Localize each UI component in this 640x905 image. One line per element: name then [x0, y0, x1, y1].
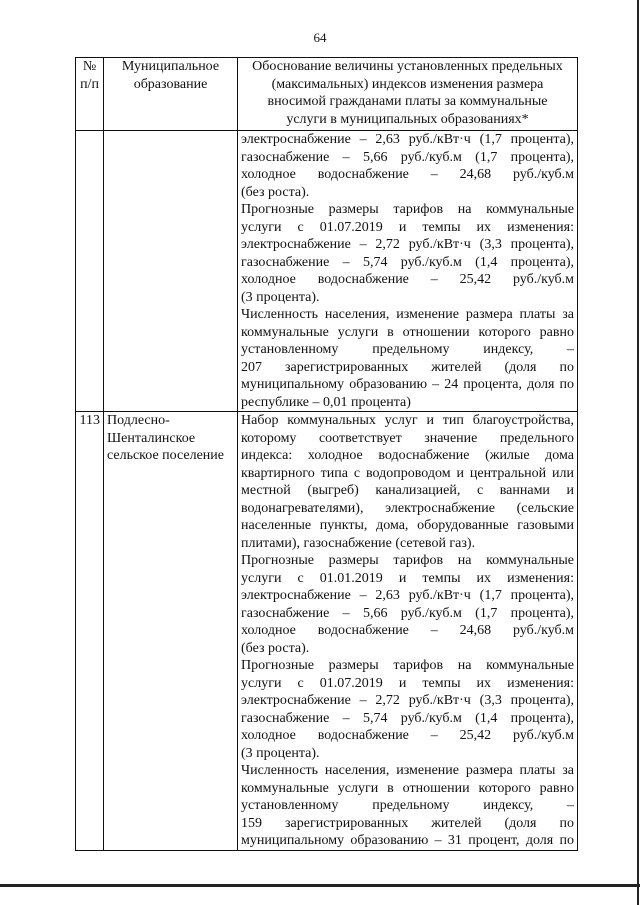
text-line: 207 зарегистрированных жителей (доля по — [241, 359, 574, 375]
text-line: (без роста). — [241, 640, 310, 656]
header-municipality — [104, 58, 238, 131]
cell-justification — [238, 412, 578, 851]
text-line: установленному предельному индексу, – — [241, 342, 574, 357]
header-line: услуги в муниципальных образованиях* — [286, 111, 529, 127]
table-header-row — [76, 58, 578, 131]
municipality-line: сельское поселение — [107, 448, 224, 463]
header-justification — [238, 58, 578, 131]
text-line: Численность населения, изменение размера платы за — [241, 763, 574, 778]
header-line: № — [82, 59, 97, 74]
header-line: п/п — [80, 76, 99, 92]
text-line: 159 зарегистрированных жителей (доля по — [241, 815, 574, 831]
text-line: муниципальному образованию – 24 процента, доля по — [241, 377, 574, 392]
cell-number-empty — [76, 131, 104, 412]
text-line: Численность населения, изменение размера платы за — [241, 307, 574, 322]
text-line: электроснабжение – 2,72 руб./кВт·ч (3,3 процента), — [241, 237, 574, 252]
header-number — [76, 58, 104, 131]
text-line: Прогнозные размеры тарифов на коммунальные — [241, 658, 574, 673]
table-row-continued — [76, 131, 578, 412]
tariff-table — [75, 57, 578, 851]
text-line: республике – 0,01 процента) — [241, 394, 411, 410]
text-line: холодное водоснабжение – 25,42 руб./куб.м — [241, 728, 574, 743]
cell-justification — [238, 131, 578, 412]
text-line: водонагревателями), электроснабжение (сельские — [241, 500, 574, 516]
text-line: услуги с 01.07.2019 и темпы их изменения: — [241, 219, 574, 235]
right-frame-line — [637, 0, 639, 905]
text-line: которому соответствует значение предельного — [241, 430, 574, 446]
table-row-113 — [76, 412, 578, 851]
text-line: муниципальному образованию – 31 процент, доля по — [241, 833, 574, 848]
text-line: населенные пункты, дома, оборудованные газовыми — [241, 518, 574, 533]
text-line: (3 процента). — [241, 289, 320, 305]
municipality-line: Подлесно- — [107, 413, 170, 428]
text-line: услуги с 01.07.2019 и темпы их изменения: — [241, 675, 574, 691]
text-line: газоснабжение – 5,66 руб./куб.м (1,7 процента), — [241, 605, 574, 621]
header-line: (максимальных) индексов изменения размера — [271, 76, 544, 92]
text-line: холодное водоснабжение – 25,42 руб./куб.м — [241, 272, 574, 287]
header-line: Обоснование величины установленных предельных — [252, 59, 563, 74]
bottom-frame-line — [0, 884, 640, 887]
text-line: индекса: холодное водоснабжение (жилые дома — [241, 448, 574, 463]
text-line: квартирного типа с водопроводом и центральной или — [241, 465, 574, 481]
text-line: газоснабжение – 5,74 руб./куб.м (1,4 процента), — [241, 254, 574, 270]
cell-municipality-empty — [104, 131, 238, 412]
text-line: электроснабжение – 2,72 руб./кВт·ч (3,3 процента), — [241, 693, 574, 708]
municipality-line: Шенталинское — [107, 430, 196, 446]
text-line: электроснабжение – 2,63 руб./кВт·ч (1,7 процента), — [241, 132, 574, 147]
text-line: газоснабжение – 5,74 руб./куб.м (1,4 процента), — [241, 710, 574, 726]
page-number: 64 — [313, 30, 327, 45]
text-line: коммунальные услуги в отношении которого равно — [241, 780, 574, 796]
text-line: холодное водоснабжение – 24,68 руб./куб.м — [241, 623, 574, 638]
text-line: газоснабжение – 5,66 руб./куб.м (1,7 процента), — [241, 149, 574, 165]
text-line: установленному предельному индексу, – — [241, 798, 574, 813]
text-line: Прогнозные размеры тарифов на коммунальные — [241, 553, 574, 568]
text-line: плитами), газоснабжение (сетевой газ). — [241, 535, 476, 551]
text-line: (3 процента). — [241, 745, 320, 761]
text-line: электроснабжение – 2,63 руб./кВт·ч (1,7 процента), — [241, 588, 574, 603]
text-line: местной (выгреб) канализацией, с ваннами и — [241, 483, 574, 498]
header-line: образование — [133, 76, 208, 92]
text-line: коммунальные услуги в отношении которого равно — [241, 324, 574, 340]
cell-municipality — [104, 412, 238, 851]
cell-number: 113 — [76, 412, 104, 851]
header-line: вносимой гражданами платы за коммунальные — [267, 94, 548, 109]
text-line: (без роста). — [241, 184, 310, 200]
text-line: услуги с 01.01.2019 и темпы их изменения: — [241, 570, 574, 586]
header-line: Муниципальное — [121, 59, 220, 74]
text-line: Прогнозные размеры тарифов на коммунальные — [241, 202, 574, 217]
text-line: Набор коммунальных услуг и тип благоустройства, — [241, 413, 574, 428]
text-line: холодное водоснабжение – 24,68 руб./куб.м — [241, 167, 574, 182]
